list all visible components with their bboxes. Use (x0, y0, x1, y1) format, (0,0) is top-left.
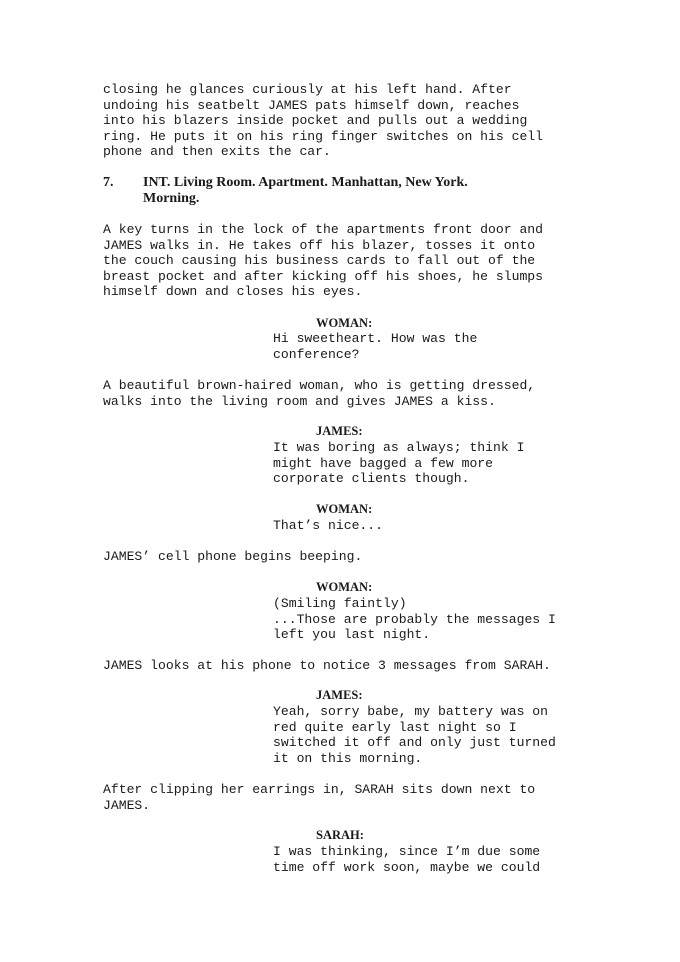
dialogue: It was boring as always; think I might have bagged a few more corporate clients though. (273, 440, 525, 487)
character-name: WOMAN: (316, 316, 373, 330)
dialogue: I was thinking, since I’m due some time off work soon, maybe we could (273, 844, 541, 875)
dialogue: (Smiling faintly) ...Those are probably the messages I left you last night. (273, 596, 556, 643)
character-name: JAMES: (316, 688, 363, 702)
dialogue: Hi sweetheart. How was the conference? (273, 331, 478, 362)
character-name: WOMAN: (316, 502, 373, 516)
action-paragraph: JAMES looks at his phone to notice 3 messages from SARAH. (103, 658, 551, 673)
dialogue: Yeah, sorry babe, my battery was on red quite early last night so I switched it off and only just turned it on this morning. (273, 704, 556, 766)
dialogue: That’s nice... (273, 518, 384, 533)
character-name: WOMAN: (316, 580, 373, 594)
action-paragraph: closing he glances curiously at his left hand. After undoing his seatbelt JAMES pats himself down, reaches into his blazers inside pocket and pulls out a wedding ring. He puts it on his ring finger switches on his cell phone and then exits the car. (103, 82, 544, 160)
scene-number: 7. (103, 175, 114, 190)
character-name: SARAH: (316, 828, 364, 842)
scene-heading: INT. Living Room. Apartment. Manhattan, New York. Morning. (143, 175, 468, 206)
action-paragraph: JAMES’ cell phone begins beeping. (103, 549, 363, 564)
action-paragraph: A key turns in the lock of the apartments front door and JAMES walks in. He takes off his blazer, tosses it onto the couch causing his business cards to fall out of the breast pocket and after kicking off his shoes, he slumps himself down and closes his eyes. (103, 222, 544, 300)
action-paragraph: After clipping her earrings in, SARAH sits down next to JAMES. (103, 782, 536, 813)
action-paragraph: A beautiful brown-haired woman, who is getting dressed, walks into the living room and gives JAMES a kiss. (103, 378, 536, 409)
character-name: JAMES: (316, 424, 363, 438)
